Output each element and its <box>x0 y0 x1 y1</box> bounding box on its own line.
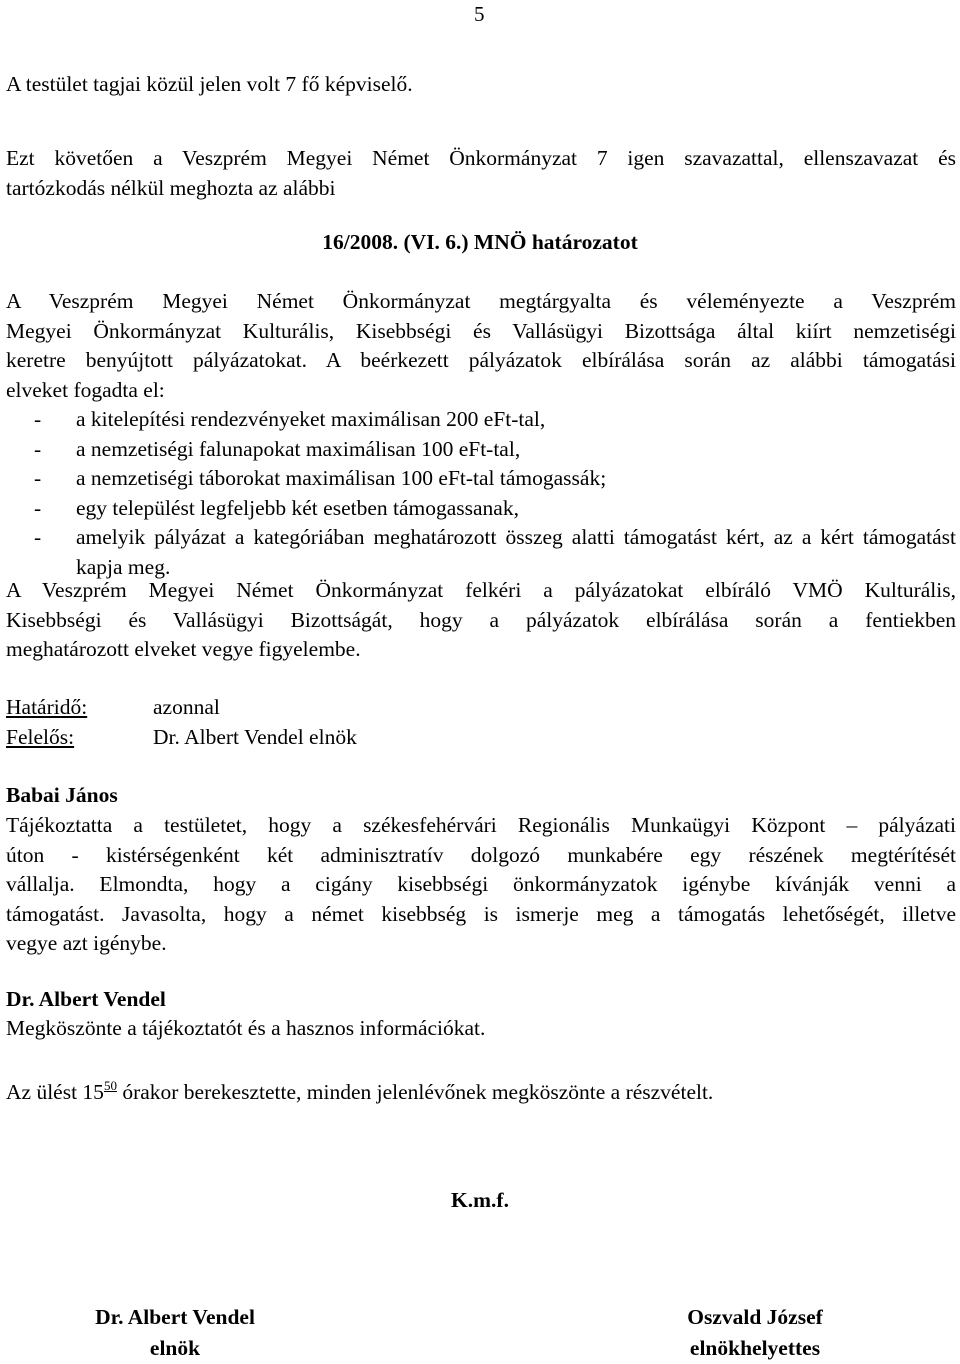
resolution-paragraph-line: elveket fogadta el: <box>6 377 165 402</box>
bullet-dash: - <box>34 525 42 549</box>
resolution-paragraph <box>6 287 956 405</box>
request-paragraph-line: Kisebbségi és Vallásügyi Bizottságát, hogy a pályázatok elbírálása során a fentiekben <box>6 607 956 632</box>
signature-title: elnökhelyettes <box>689 1336 821 1360</box>
signature-right <box>640 1302 870 1364</box>
speaker-paragraph: Megköszönte a tájékoztatót és a hasznos információkat. <box>6 1016 486 1040</box>
closing-paragraph <box>6 1071 956 1108</box>
speaker-paragraph-line: vegye azt igénybe. <box>6 931 167 955</box>
deadline-value: azonnal <box>153 695 220 719</box>
speaker-paragraph-line: Tájékoztatta a testületet, hogy a székesfehérvári Regionális Munkaügyi Központ – pályázati <box>6 813 956 837</box>
request-paragraph-line: meghatározott elveket vegye figyelembe. <box>6 637 361 661</box>
speaker-name: Dr. Albert Vendel <box>6 987 166 1011</box>
list-item-text: amelyik pályázat a kategóriában meghatározott összeg alatti támogatást kért, az a kért támogatást kapja meg. <box>76 525 956 579</box>
kmf-mark: K.m.f. <box>451 1188 509 1212</box>
list-item <box>6 464 956 494</box>
request-paragraph <box>6 576 956 665</box>
bullet-dash: - <box>34 495 42 520</box>
resolution-paragraph-line: keretre benyújtott pályázatokat. A beérkezett pályázatok elbírálása során az alábbi támogatási <box>6 348 956 372</box>
list-item-text: a nemzetiségi táborokat maximálisan 100 eFt-tal támogassák; <box>76 466 607 490</box>
signature-title: elnök <box>149 1336 201 1360</box>
list-item <box>6 523 956 582</box>
attendance-paragraph: A testület tagjai közül jelen volt 7 fő képviselő. <box>6 72 413 96</box>
speaker-name: Babai János <box>6 783 118 807</box>
vote-paragraph <box>6 144 956 203</box>
list-item-text: a kitelepítési rendezvényeket maximálisan 200 eFt-tal, <box>76 407 546 431</box>
closing-text-before: Az ülést 15 <box>6 1080 104 1104</box>
responsible-value: Dr. Albert Vendel elnök <box>153 725 357 749</box>
responsible-label: Felelős: <box>6 725 75 749</box>
vote-paragraph-line: Ezt követően a Veszprém Megyei Német Önkormányzat 7 igen szavazattal, ellenszavazat és <box>6 146 956 170</box>
speaker-paragraph <box>6 811 956 959</box>
vote-paragraph-line: tartózkodás nélkül meghozta az alábbi <box>6 175 336 200</box>
resolution-title: 16/2008. (VI. 6.) MNÖ határozatot <box>322 230 638 254</box>
bullet-dash: - <box>34 407 42 431</box>
list-item-text: a nemzetiségi falunapokat maximálisan 100 eFt-tal, <box>76 436 521 461</box>
page-number: 5 <box>474 2 485 26</box>
list-item-text: egy települést legfeljebb két esetben támogassanak, <box>76 495 519 520</box>
speaker-paragraph-line: vállalja. Elmondta, hogy a cigány kisebbségi önkormányzatok igénybe kívánják venni a <box>6 872 956 896</box>
bullet-dash: - <box>34 436 42 461</box>
request-paragraph-line: A Veszprém Megyei Német Önkormányzat felkéri a pályázatokat elbíráló VMÖ Kulturális, <box>6 578 956 602</box>
signature-left <box>60 1302 290 1364</box>
signature-name: Oszvald József <box>687 1305 823 1329</box>
deadline-label: Határidő: <box>6 695 88 719</box>
list-item <box>6 435 956 465</box>
list-item <box>6 405 956 435</box>
bullet-dash: - <box>34 466 42 490</box>
closing-minutes: 50 <box>103 1078 117 1093</box>
list-item <box>6 494 956 524</box>
speaker-paragraph-line: támogatást. Javasolta, hogy a német kisebbség is ismerje meg a támogatás lehetőségét, illetve <box>6 901 956 926</box>
signature-name: Dr. Albert Vendel <box>95 1305 255 1329</box>
resolution-paragraph-line: Megyei Önkormányzat Kulturális, Kisebbségi és Vallásügyi Bizottsága által kiírt nemzetiségi <box>6 318 956 343</box>
closing-text-after: órakor berekesztette, minden jelenlévőnek megköszönte a részvételt. <box>116 1080 714 1104</box>
support-principles-list <box>6 405 956 582</box>
resolution-paragraph-line: A Veszprém Megyei Német Önkormányzat megtárgyalta és véleményezte a Veszprém <box>6 289 956 313</box>
speaker-paragraph-line: úton - kistérségenként két adminisztratív dolgozó munkabére egy részének megtérítését <box>6 842 956 867</box>
